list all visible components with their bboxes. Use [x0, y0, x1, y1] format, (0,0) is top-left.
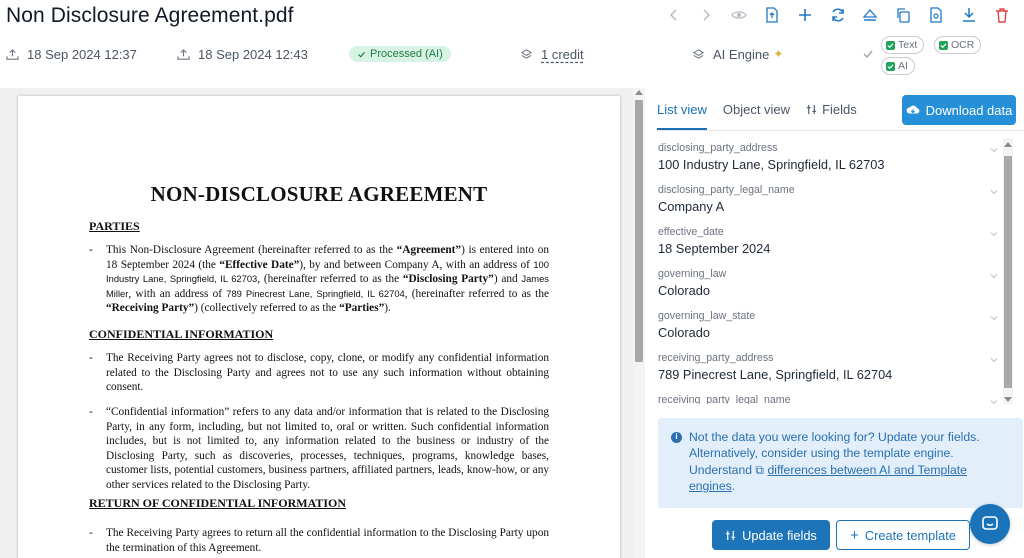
export-tray-icon [177, 48, 190, 61]
update-fields-button[interactable]: Update fields [712, 520, 830, 550]
section-return: RETURN OF CONFIDENTIAL INFORMATION [89, 496, 347, 510]
upload-tray-icon [6, 48, 19, 61]
chat-support-button[interactable] [970, 504, 1010, 544]
info-callout: i Not the data you were looking for? Update your fields. Alternatively, consider using the template engine. Understand ⧉ differences between AI and Template engines. [658, 418, 1023, 508]
eye-icon[interactable] [723, 4, 756, 26]
scroll-down-arrow-icon[interactable] [1004, 397, 1012, 402]
chevron-right-icon[interactable] [690, 4, 723, 26]
copy-icon[interactable] [887, 4, 920, 26]
download-icon[interactable] [952, 4, 985, 26]
plus-icon[interactable] [788, 4, 821, 26]
scroll-up-arrow-icon[interactable] [1004, 142, 1012, 147]
external-link-icon: ⧉ [755, 462, 768, 477]
stack-icon [520, 48, 533, 61]
chevron-down-icon[interactable] [990, 146, 998, 154]
checkbox-checked-icon [939, 41, 948, 50]
chat-icon [980, 514, 1000, 534]
sliders-icon [806, 104, 817, 115]
toolbar [657, 4, 1018, 26]
field-list-scrollbar[interactable] [1003, 138, 1013, 404]
layers-icon [692, 48, 705, 61]
plus-icon: + [850, 526, 859, 544]
meta-row [0, 39, 1024, 72]
refresh-icon[interactable] [821, 4, 854, 26]
document-icon[interactable] [920, 4, 953, 26]
chevron-down-icon[interactable] [990, 398, 998, 404]
data-panel [645, 88, 1024, 558]
paragraph: - This Non-Disclosure Agreement (hereinafter referred to as the “Agreement”) is entered into on 18 September 2024 (the “Effective Date”), by and between Company A, with an address of 100 Industry Lane, Springfield, IL 62703, (hereinafter referred to as the “Disclosing Party”) and James Miller, with an address of 789 Pinecrest Lane, Springfield, IL 62704, (hereinafter referred to as the “Receiving Party”) (collectively referred to as the “Parties”). [89, 244, 549, 315]
document-preview[interactable] [0, 88, 645, 558]
sparkle-icon: ✦ [773, 47, 784, 61]
cloud-download-icon [906, 103, 920, 117]
checkbox-checked-icon [886, 41, 895, 50]
list-item[interactable]: disclosing_party_address 100 Industry Lane, Springfield, IL 62703 [658, 142, 998, 172]
tab-divider [657, 130, 1024, 131]
create-template-button[interactable]: + Create template [836, 520, 970, 550]
sliders-icon [725, 530, 736, 541]
paragraph: - The Receiving Party agrees not to disclose, copy, clone, or modify any confidential information related to the Disclosing Party and agrees not to use any such information without obtaining consent. [89, 352, 549, 394]
paragraph: - The Receiving Party agrees to return all the confidential information to the Disclosing Party upon the termination of this Agreement. [89, 527, 549, 554]
document-page [18, 96, 620, 558]
field-list [658, 134, 1022, 404]
trash-icon[interactable] [985, 4, 1018, 26]
engine-info: AI Engine ✦ [692, 44, 783, 64]
document-title: Non Disclosure Agreement.pdf [6, 4, 294, 27]
chevron-down-icon[interactable] [990, 188, 998, 196]
status-badge: Processed (AI) [349, 44, 451, 64]
uploaded-date: 18 Sep 2024 12:37 [6, 44, 137, 64]
chevron-down-icon[interactable] [990, 314, 998, 322]
export-file-icon[interactable] [756, 4, 789, 26]
engines-difference-link[interactable]: differences between AI and Template engines [689, 462, 967, 494]
tab-fields[interactable]: Fields [806, 102, 857, 130]
eject-icon[interactable] [854, 4, 887, 26]
scroll-thumb[interactable] [1004, 156, 1012, 388]
list-item[interactable]: effective_date 18 September 2024 [658, 226, 998, 256]
document-scrollbar[interactable] [633, 88, 645, 558]
list-item[interactable]: receiving_party_legal_name [658, 394, 998, 404]
chevron-down-icon[interactable] [990, 230, 998, 238]
paragraph: - “Confidential information” refers to any data and/or information that is related to the Disclosing Party, in any form, including, but not limited to, oral or written. Such confidential information includes, but is not limited to, any information related to the business or industry of the Disclosing Party, such as discoveries, processes, techniques, programs, knowledge bases, customer lists, potential customers, business partners, affiliated partners, leads, know-how, or any other services related to the Disclosing Party. [89, 406, 549, 491]
tag-text[interactable]: Text [881, 36, 924, 54]
credit-info[interactable]: 1 credit [520, 44, 584, 64]
tab-list-view[interactable]: List view [657, 102, 707, 130]
check-icon [357, 50, 366, 59]
download-data-button[interactable]: Download data [902, 95, 1016, 125]
list-item[interactable]: receiving_party_address 789 Pinecrest Lane, Springfield, IL 62704 [658, 352, 998, 382]
doc-heading: NON-DISCLOSURE AGREEMENT [150, 182, 488, 206]
section-parties: PARTIES [89, 219, 140, 233]
chevron-down-icon[interactable] [990, 356, 998, 364]
chevron-left-icon[interactable] [657, 4, 690, 26]
scroll-thumb[interactable] [635, 100, 643, 362]
tab-object-view[interactable]: Object view [722, 102, 791, 117]
view-tabs [657, 102, 857, 130]
scroll-up-arrow-icon[interactable] [635, 90, 643, 95]
processed-date: 18 Sep 2024 12:43 [177, 44, 308, 64]
list-item[interactable]: disclosing_party_legal_name Company A [658, 184, 998, 214]
check-icon [862, 48, 874, 60]
checkbox-checked-icon [886, 62, 895, 71]
tag-ocr[interactable]: OCR [934, 36, 981, 54]
list-item[interactable]: governing_law_state Colorado [658, 310, 998, 340]
tag-ai[interactable]: AI [881, 57, 915, 75]
section-confidential: CONFIDENTIAL INFORMATION [89, 327, 274, 341]
list-item[interactable]: governing_law Colorado [658, 268, 998, 298]
info-icon: i [671, 432, 682, 443]
chevron-down-icon[interactable] [990, 272, 998, 280]
